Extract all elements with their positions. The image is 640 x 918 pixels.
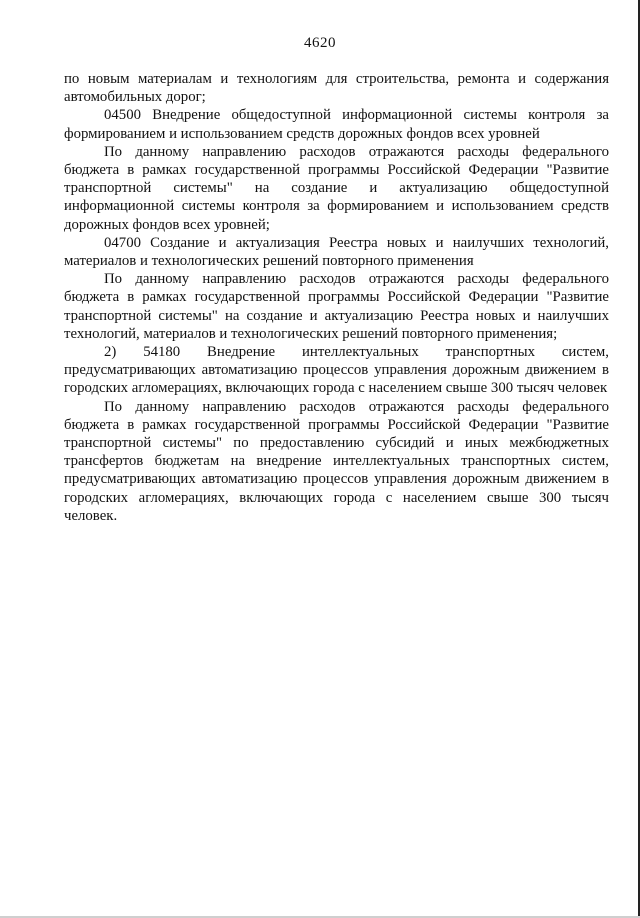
document-body [64,70,609,525]
paragraph-description-54180: По данному направлению расходов отражаются расходы федерального бюджета в рамках государственной программы Российской Федерации "Развитие транспортной системы" по предоставлению субсидий и иных межбюджетных трансфертов бюджетам на внедрение интеллектуальных транспортных систем, предусматривающих автоматизацию процессов управления дорожным движением в городских агломерациях, включающих города с населением свыше 300 тысяч человек. [64,398,609,524]
paragraph-code-04500: 04500 Внедрение общедоступной информационной системы контроля за формированием и использованием средств дорожных фондов всех уровней [64,107,609,142]
paragraph-continuation: по новым материалам и технологиям для строительства, ремонта и содержания автомобильных дорог; [64,71,609,106]
paragraph-code-04700: 04700 Создание и актуализация Реестра новых и наилучших технологий, материалов и технологических решений повторного применения [64,234,609,270]
page-number: 4620 [304,35,336,51]
paragraph-description-04500: По данному направлению расходов отражаются расходы федерального бюджета в рамках государственной программы Российской Федерации "Развитие транспортной системы" на создание и актуализацию общедоступной информационной системы контроля за формированием и использованием средств дорожных фондов всех уровней; [64,143,609,233]
paragraph-code-54180: 2) 54180 Внедрение интеллектуальных транспортных систем, предусматривающих автоматизацию процессов управления дорожным движением в городских агломерациях, включающих города с населением свыше 300 тысяч человек [64,344,609,397]
paragraph-description-04700: По данному направлению расходов отражаются расходы федерального бюджета в рамках государственной программы Российской Федерации "Развитие транспортной системы" на создание и актуализацию Реестра новых и наилучших технологий, материалов и технологических решений повторного применения; [64,271,609,342]
